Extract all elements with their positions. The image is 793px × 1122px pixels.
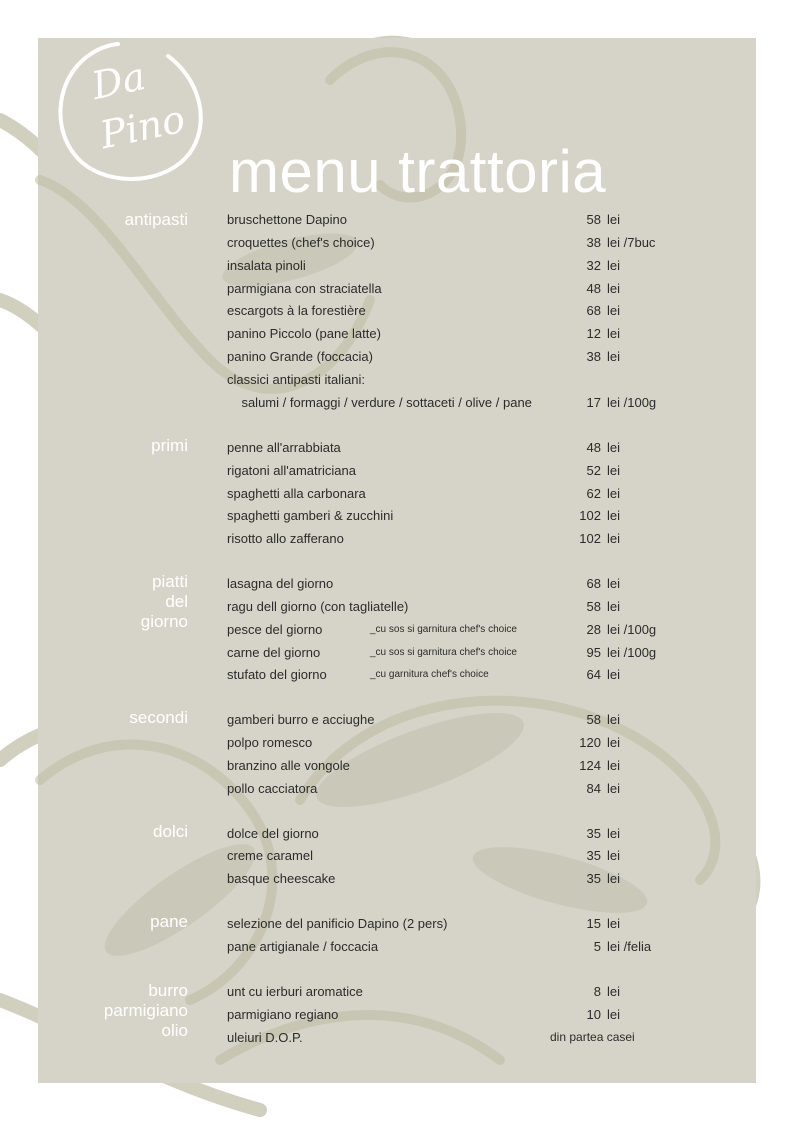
menu-item-unit: lei — [607, 984, 621, 999]
section-label-primi: primi — [151, 436, 188, 455]
menu-item-price: 17 — [586, 395, 601, 410]
menu-item — [227, 599, 747, 619]
menu-item-unit: lei — [607, 326, 621, 341]
logo-text-da: Da — [88, 53, 150, 109]
section-label-secondi: secondi — [129, 708, 188, 727]
menu-item-price: 62 — [586, 486, 601, 501]
section-label-burro: burro — [148, 981, 188, 1000]
section-label-dolci: dolci — [153, 822, 188, 841]
menu-item-price: 52 — [586, 463, 601, 478]
menu-item — [227, 871, 747, 891]
menu-item — [227, 667, 747, 687]
menu-item-price: 68 — [586, 303, 601, 318]
menu-item — [227, 326, 747, 346]
menu-item-price: 58 — [586, 212, 601, 227]
menu-item-name: bruschettone Dapino — [227, 212, 347, 227]
menu-item-price: 120 — [579, 735, 601, 750]
menu-item — [227, 576, 747, 596]
menu-item — [227, 440, 747, 460]
menu-item — [227, 758, 747, 778]
menu-item-price: 102 — [579, 508, 601, 523]
menu-item-name: ragu dell giorno (con tagliatelle) — [227, 599, 409, 614]
menu-item-name: creme caramel — [227, 848, 313, 863]
menu-item-price: 38 — [586, 235, 601, 250]
menu-item-price: 48 — [586, 440, 601, 455]
menu-item-unit: lei — [607, 735, 621, 750]
menu-item-price: 12 — [586, 326, 601, 341]
menu-item-name: escargots à la forestière — [227, 303, 366, 318]
logo-text-pino: Pino — [96, 96, 189, 158]
menu-item-name: uleiuri D.O.P. — [227, 1030, 303, 1045]
menu-item-unit: lei — [607, 212, 621, 227]
menu-item-price: 35 — [586, 826, 601, 841]
menu-item-unit: lei — [607, 599, 621, 614]
menu-item — [227, 984, 747, 1004]
menu-item-price: 102 — [579, 531, 601, 546]
menu-item — [227, 712, 747, 732]
menu-item-name: stufato del giorno — [227, 667, 327, 682]
menu-item-name: selezione del panificio Dapino (2 pers) — [227, 916, 448, 931]
menu-item-name: pollo cacciatora — [227, 781, 318, 796]
menu-item — [227, 531, 747, 551]
menu-item-unit: lei — [607, 667, 621, 682]
menu-item-unit: lei — [607, 758, 621, 773]
menu-item-unit: lei — [607, 781, 621, 796]
menu-item-price: 95 — [586, 645, 601, 660]
menu-item-price: 32 — [586, 258, 601, 273]
menu-item-price: 5 — [593, 939, 601, 954]
menu-item-name: rigatoni all'amatriciana — [227, 463, 356, 478]
section-label-olio: olio — [161, 1021, 188, 1040]
menu-item — [227, 281, 747, 301]
section-label-giorno: giorno — [140, 612, 188, 631]
menu-item — [227, 735, 747, 755]
menu-item-price: 35 — [586, 871, 601, 886]
menu-item-price: 35 — [586, 848, 601, 863]
menu-item-price: 10 — [586, 1007, 601, 1022]
menu-item-special: din partea casei — [550, 1030, 635, 1044]
menu-item-note: _cu sos si garnitura chef's choice — [370, 647, 517, 658]
menu-item-name: parmigiano regiano — [227, 1007, 339, 1022]
menu-item-name: carne del giorno — [227, 645, 321, 660]
menu-item-name: polpo romesco — [227, 735, 313, 750]
menu-item-name: panino Grande (foccacia) — [227, 349, 373, 364]
menu-item-unit: lei — [607, 440, 621, 455]
menu-item-price: 28 — [586, 622, 601, 637]
menu-item — [227, 258, 747, 278]
menu-item-name: risotto allo zafferano — [227, 531, 344, 546]
menu-item — [227, 508, 747, 528]
menu-item — [227, 916, 747, 936]
menu-item-unit: lei — [607, 576, 621, 591]
menu-item-price: 8 — [593, 984, 601, 999]
menu-item-price: 38 — [586, 349, 601, 364]
menu-item-price: 64 — [586, 667, 601, 682]
menu-item-price: 124 — [579, 758, 601, 773]
menu-item-unit: lei — [607, 303, 621, 318]
menu-item — [227, 622, 747, 642]
menu-item-unit: lei — [607, 486, 621, 501]
menu-item-name: spaghetti alla carbonara — [227, 486, 366, 501]
menu-item-name: croquettes (chef's choice) — [227, 235, 375, 250]
menu-item-unit: lei /7buc — [607, 235, 656, 250]
menu-item-unit: lei — [607, 258, 621, 273]
menu-item-name: gamberi burro e acciughe — [227, 712, 375, 727]
menu-item — [227, 1030, 747, 1050]
section-label-pane: pane — [150, 912, 188, 931]
menu-item-note: _cu garnitura chef's choice — [370, 669, 489, 680]
menu-item-unit: lei — [607, 712, 621, 727]
menu-item-unit: lei — [607, 281, 621, 296]
menu-item-price: 68 — [586, 576, 601, 591]
menu-item — [227, 349, 747, 369]
menu-item-name: parmigiana con straciatella — [227, 281, 382, 296]
menu-item — [227, 645, 747, 665]
menu-item-name: unt cu ierburi aromatice — [227, 984, 363, 999]
menu-item-price: 58 — [586, 599, 601, 614]
menu-item-unit: lei — [607, 848, 621, 863]
menu-item-name: branzino alle vongole — [227, 758, 350, 773]
menu-item — [227, 463, 747, 483]
menu-item-name: pane artigianale / foccacia — [227, 939, 379, 954]
menu-item-unit: lei — [607, 871, 621, 886]
menu-item-unit: lei — [607, 826, 621, 841]
menu-item-name: dolce del giorno — [227, 826, 319, 841]
menu-item — [227, 235, 747, 255]
page-title: menu trattoria — [229, 138, 607, 206]
menu-item — [227, 486, 747, 506]
menu-item — [227, 939, 747, 959]
menu-item-name: classici antipasti italiani: — [227, 372, 366, 387]
menu-item — [227, 826, 747, 846]
menu-item-unit: lei — [607, 1007, 621, 1022]
menu-item-name: basque cheescake — [227, 871, 336, 886]
menu-item-unit: lei — [607, 349, 621, 364]
section-label-piatti: piatti — [152, 572, 188, 591]
menu-item-note: _cu sos si garnitura chef's choice — [370, 624, 517, 635]
menu-item-unit: lei — [607, 916, 621, 931]
menu-item — [227, 303, 747, 323]
menu-item-name: lasagna del giorno — [227, 576, 334, 591]
menu-item — [227, 212, 747, 232]
section-label-del: del — [165, 592, 188, 611]
menu-item — [227, 1007, 747, 1027]
menu-item-price: 48 — [586, 281, 601, 296]
section-label-parmigiano: parmigiano — [103, 1001, 188, 1020]
menu-item-name: insalata pinoli — [227, 258, 306, 273]
menu-item-name: pesce del giorno — [227, 622, 323, 637]
menu-item-unit: lei /100g — [607, 622, 657, 637]
menu-item-name: penne all'arrabbiata — [227, 440, 341, 455]
menu-item-unit: lei /100g — [607, 395, 657, 410]
menu-item-unit: lei /100g — [607, 645, 657, 660]
menu-item-price: 15 — [586, 916, 601, 931]
menu-item-unit: lei /felia — [607, 939, 652, 954]
menu-item-name: spaghetti gamberi & zucchini — [227, 508, 394, 523]
section-label-antipasti: antipasti — [124, 210, 188, 229]
menu-item-unit: lei — [607, 508, 621, 523]
menu-item-price: 58 — [586, 712, 601, 727]
menu-item — [227, 781, 747, 801]
menu-item — [227, 372, 747, 392]
menu-item-name: panino Piccolo (pane latte) — [227, 326, 381, 341]
menu-item-unit: lei — [607, 531, 621, 546]
menu-item-unit: lei — [607, 463, 621, 478]
menu-item-name: salumi / formaggi / verdure / sottaceti / olive / pane — [227, 395, 532, 410]
menu-item — [227, 848, 747, 868]
menu-item — [227, 395, 747, 415]
menu-item-price: 84 — [586, 781, 601, 796]
